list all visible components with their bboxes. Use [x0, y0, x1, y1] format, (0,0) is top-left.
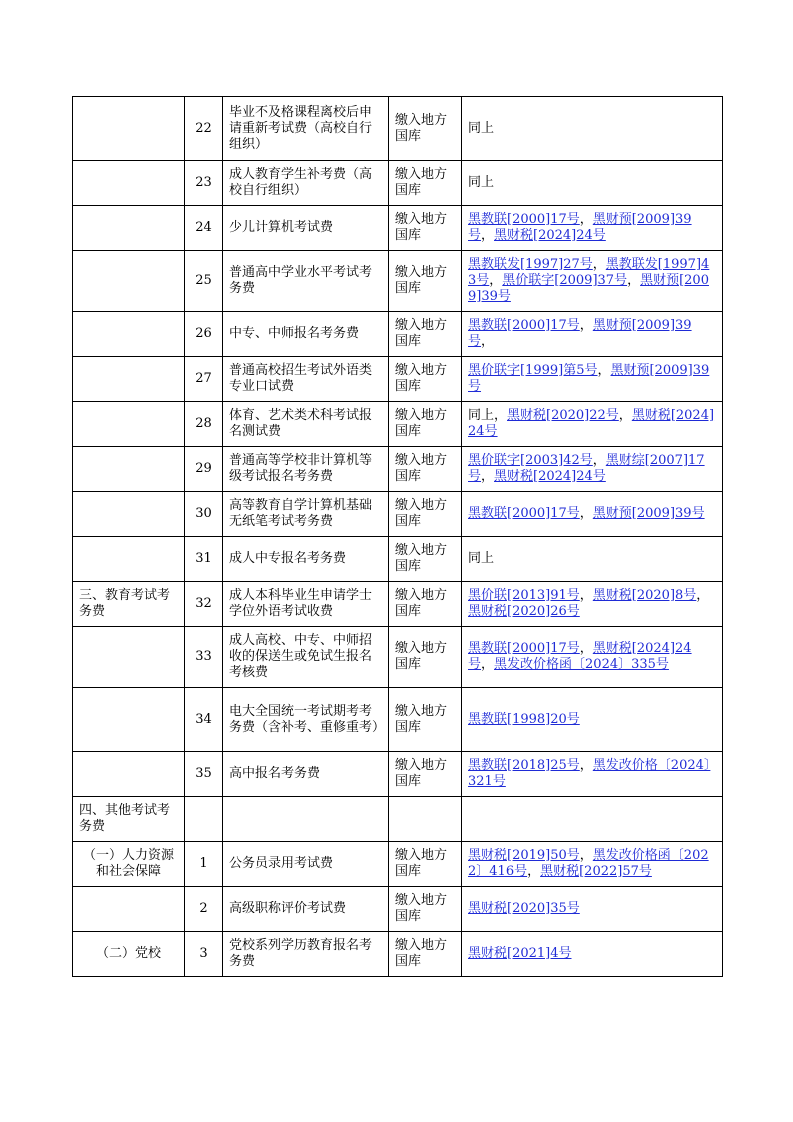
- item-number-cell: 35: [185, 752, 223, 797]
- basis-text: 同上: [468, 175, 495, 190]
- fee-name-cell: 普通高等学校非计算机等级考试报名考务费: [223, 447, 389, 492]
- basis-text: ，: [592, 453, 606, 468]
- fee-table: [72, 96, 723, 977]
- payment-destination-cell: 缴入地方国库: [389, 688, 462, 752]
- basis-text: ，: [627, 273, 641, 288]
- document-reference-link[interactable]: 黑价联字[2009]37号: [502, 273, 628, 288]
- document-reference-link[interactable]: 黑教联[2000]17号: [468, 318, 580, 333]
- table-row: [73, 251, 723, 312]
- document-reference-link[interactable]: 黑价联[2013]91号: [468, 588, 580, 603]
- item-number-cell: 24: [185, 206, 223, 251]
- table-row: [73, 206, 723, 251]
- policy-basis-cell: [462, 537, 723, 582]
- policy-basis-cell: [462, 887, 723, 932]
- document-reference-link[interactable]: 黑财税[2020]35号: [468, 901, 580, 916]
- table-row: [73, 752, 723, 797]
- fee-name-cell: 电大全国统一考试期考考务费（含补考、重修重考）: [223, 688, 389, 752]
- document-reference-link[interactable]: 黑财税[2024]24号: [468, 408, 715, 439]
- fee-name-cell: 少儿计算机考试费: [223, 206, 389, 251]
- fee-name-cell: 普通高中学业水平考试考务费: [223, 251, 389, 312]
- category-cell: [73, 447, 185, 492]
- category-cell: [73, 357, 185, 402]
- document-reference-link[interactable]: 黑财税[2019]50号: [468, 848, 580, 863]
- table-row: [73, 402, 723, 447]
- payment-destination-cell: 缴入地方国库: [389, 357, 462, 402]
- payment-destination-cell: 缴入地方国库: [389, 492, 462, 537]
- basis-text: ，: [592, 257, 606, 272]
- category-cell: [73, 887, 185, 932]
- table-row: [73, 97, 723, 161]
- payment-destination-cell: 缴入地方国库: [389, 627, 462, 688]
- document-reference-link[interactable]: 黑财税[2022]57号: [540, 864, 652, 879]
- document-reference-link[interactable]: 黑财税[2024]24号: [494, 469, 606, 484]
- item-number-cell: 25: [185, 251, 223, 312]
- basis-text: ，: [481, 228, 495, 243]
- payment-destination-cell: 缴入地方国库: [389, 97, 462, 161]
- table-row: [73, 492, 723, 537]
- fee-name-cell: 成人高校、中专、中师招收的保送生或免试生报名考核费: [223, 627, 389, 688]
- payment-destination-cell: 缴入地方国库: [389, 447, 462, 492]
- policy-basis-cell: [462, 312, 723, 357]
- payment-destination-cell: [389, 797, 462, 842]
- basis-text: 同上: [468, 120, 495, 136]
- policy-basis-cell: [462, 97, 723, 161]
- policy-basis-cell: [462, 627, 723, 688]
- basis-text: 同上: [468, 551, 495, 566]
- item-number-cell: 33: [185, 627, 223, 688]
- document-reference-link[interactable]: 黑发改价格函〔2022〕416号: [468, 848, 709, 879]
- item-number-cell: 3: [185, 932, 223, 977]
- policy-basis-cell: [462, 688, 723, 752]
- category-cell: [73, 206, 185, 251]
- table-row: [73, 887, 723, 932]
- policy-basis-cell: [462, 206, 723, 251]
- fee-name-cell: 成人本科毕业生申请学士学位外语考试收费: [223, 582, 389, 627]
- document-reference-link[interactable]: 黑财预[2009]39号: [468, 318, 692, 349]
- item-number-cell: 1: [185, 842, 223, 887]
- item-number-cell: 29: [185, 447, 223, 492]
- basis-text: ，: [527, 864, 541, 879]
- item-number-cell: 34: [185, 688, 223, 752]
- policy-basis-cell: [462, 797, 723, 842]
- fee-name-cell: 毕业不及格课程离校后申请重新考试费（高校自行组织）: [223, 97, 389, 161]
- document-reference-link[interactable]: 黑财税[2020]8号: [592, 588, 697, 603]
- item-number-cell: 30: [185, 492, 223, 537]
- fee-name-cell: 体育、艺术类术科考试报名测试费: [223, 402, 389, 447]
- basis-text: ，: [618, 408, 632, 423]
- document-reference-link[interactable]: 黑教联[2000]17号: [468, 641, 580, 656]
- fee-name-cell: 党校系列学历教育报名考务费: [223, 932, 389, 977]
- document-reference-link[interactable]: 黑价联字[2003]42号: [468, 453, 593, 468]
- payment-destination-cell: 缴入地方国库: [389, 842, 462, 887]
- category-cell: [73, 752, 185, 797]
- table-row: [73, 357, 723, 402]
- document-reference-link[interactable]: 黑财综[2007]17号: [468, 453, 705, 484]
- fee-name-cell: 高级职称评价考试费: [223, 887, 389, 932]
- fee-name-cell: 公务员录用考试费: [223, 842, 389, 887]
- fee-name-cell: 高等教育自学计算机基础无纸笔考试考务费: [223, 492, 389, 537]
- policy-basis-cell: [462, 582, 723, 627]
- item-number-cell: 27: [185, 357, 223, 402]
- policy-basis-cell: [462, 402, 723, 447]
- basis-text: ，: [579, 318, 593, 333]
- fee-name-cell: [223, 797, 389, 842]
- table-row: [73, 932, 723, 977]
- category-cell: [73, 251, 185, 312]
- payment-destination-cell: 缴入地方国库: [389, 752, 462, 797]
- payment-destination-cell: 缴入地方国库: [389, 932, 462, 977]
- table-row: [73, 447, 723, 492]
- policy-basis-cell: [462, 752, 723, 797]
- policy-basis-cell: [462, 251, 723, 312]
- document-reference-link[interactable]: 黑财税[2020]22号: [507, 408, 619, 423]
- document-reference-link[interactable]: 黑教联[2000]17号: [468, 506, 580, 521]
- basis-text: ，: [579, 758, 593, 773]
- fee-name-cell: 中专、中师报名考务费: [223, 312, 389, 357]
- document-reference-link[interactable]: 黑财预[2009]39号: [592, 506, 705, 521]
- table-row: [73, 161, 723, 206]
- payment-destination-cell: 缴入地方国库: [389, 206, 462, 251]
- document-reference-link[interactable]: 黑财税[2020]26号: [468, 604, 580, 619]
- basis-text: ，: [489, 273, 503, 288]
- document-reference-link[interactable]: 黑财税[2024]24号: [494, 228, 606, 243]
- basis-text: 同上，: [468, 408, 508, 423]
- document-reference-link[interactable]: 黑发改价格函〔2024〕335号: [494, 657, 669, 672]
- document-reference-link[interactable]: 黑财预[2009]39号: [468, 363, 710, 394]
- basis-text: ，: [579, 588, 593, 603]
- policy-basis-cell: [462, 161, 723, 206]
- fee-name-cell: 成人教育学生补考费（高校自行组织）: [223, 161, 389, 206]
- fee-name-cell: 成人中专报名考务费: [223, 537, 389, 582]
- table-row: [73, 537, 723, 582]
- payment-destination-cell: 缴入地方国库: [389, 402, 462, 447]
- category-cell: 四、其他考试考务费: [73, 797, 185, 842]
- payment-destination-cell: 缴入地方国库: [389, 312, 462, 357]
- payment-destination-cell: 缴入地方国库: [389, 887, 462, 932]
- document-reference-link[interactable]: 黑教联发[1997]43号: [468, 257, 710, 288]
- payment-destination-cell: 缴入地方国库: [389, 251, 462, 312]
- document-reference-link[interactable]: 黑财预[2009]39号: [468, 273, 709, 304]
- basis-text: ，: [481, 334, 495, 349]
- document-reference-link[interactable]: 黑教联发[1997]27号: [468, 257, 593, 272]
- basis-text: ，: [597, 363, 611, 378]
- policy-basis-cell: [462, 447, 723, 492]
- table-row: [73, 582, 723, 627]
- category-cell: [73, 537, 185, 582]
- document-reference-link[interactable]: 黑财预[2009]39号: [468, 212, 692, 243]
- basis-text: ，: [579, 506, 593, 521]
- item-number-cell: 31: [185, 537, 223, 582]
- document-reference-link[interactable]: 黑发改价格〔2024〕321号: [468, 758, 711, 789]
- basis-text: ，: [579, 641, 593, 656]
- item-number-cell: 28: [185, 402, 223, 447]
- policy-basis-cell: [462, 492, 723, 537]
- table-row: [73, 312, 723, 357]
- policy-basis-cell: [462, 842, 723, 887]
- table-row: [73, 688, 723, 752]
- category-cell: （二）党校: [73, 932, 185, 977]
- basis-text: ，: [481, 469, 495, 484]
- fee-name-cell: 普通高校招生考试外语类专业口试费: [223, 357, 389, 402]
- payment-destination-cell: 缴入地方国库: [389, 161, 462, 206]
- document-reference-link[interactable]: 黑教联[2018]25号: [468, 758, 580, 773]
- category-cell: 三、教育考试考务费: [73, 582, 185, 627]
- table-row: [73, 797, 723, 842]
- category-cell: [73, 492, 185, 537]
- policy-basis-cell: [462, 932, 723, 977]
- item-number-cell: 32: [185, 582, 223, 627]
- basis-text: ，: [481, 657, 495, 672]
- item-number-cell: [185, 797, 223, 842]
- document-reference-link[interactable]: 黑教联[2000]17号: [468, 212, 580, 227]
- document-reference-link[interactable]: 黑财税[2021]4号: [468, 946, 572, 961]
- item-number-cell: 26: [185, 312, 223, 357]
- table-row: [73, 842, 723, 887]
- category-cell: [73, 627, 185, 688]
- item-number-cell: 2: [185, 887, 223, 932]
- category-cell: [73, 688, 185, 752]
- document-reference-link[interactable]: 黑价联字[1999]第5号: [468, 363, 598, 378]
- basis-text: ，: [579, 848, 593, 863]
- item-number-cell: 23: [185, 161, 223, 206]
- payment-destination-cell: 缴入地方国库: [389, 582, 462, 627]
- payment-destination-cell: 缴入地方国库: [389, 537, 462, 582]
- policy-basis-cell: [462, 357, 723, 402]
- category-cell: [73, 312, 185, 357]
- fee-name-cell: 高中报名考务费: [223, 752, 389, 797]
- document-reference-link[interactable]: 黑财税[2024]24号: [468, 641, 692, 672]
- category-cell: [73, 97, 185, 161]
- category-cell: （一）人力资源和社会保障: [73, 842, 185, 887]
- table-row: [73, 627, 723, 688]
- category-cell: [73, 161, 185, 206]
- document-reference-link[interactable]: 黑教联[1998]20号: [468, 711, 580, 727]
- basis-text: ，: [696, 588, 710, 603]
- item-number-cell: 22: [185, 97, 223, 161]
- basis-text: ，: [579, 212, 593, 227]
- category-cell: [73, 402, 185, 447]
